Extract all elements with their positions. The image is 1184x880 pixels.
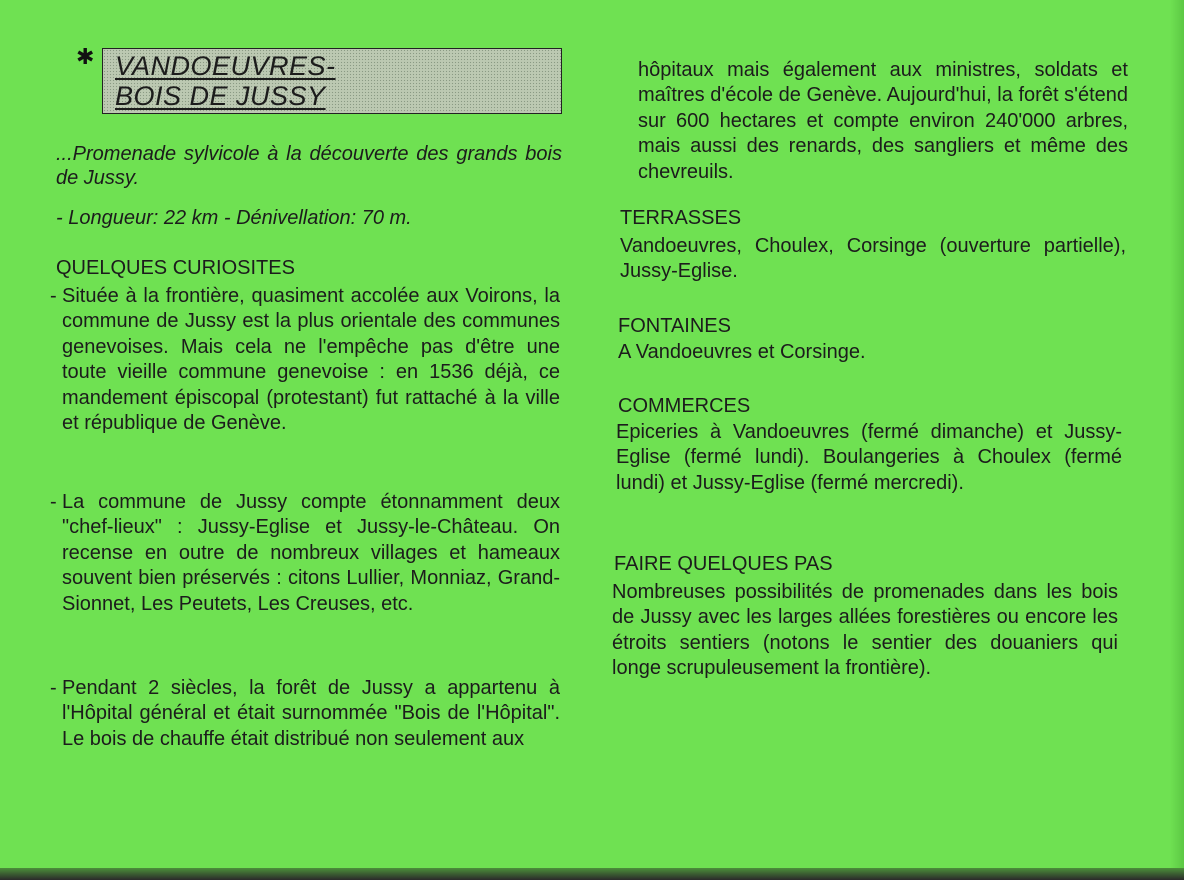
intro-text: ...Promenade sylvicole à la découverte des grands bois de Jussy. (56, 143, 562, 189)
title-line-2: BOIS DE JUSSY (115, 81, 326, 111)
list-dash: - (50, 491, 57, 513)
commerces-text: Epiceries à Vandoeuvres (fermé dimanche) et Jussy-Eglise (fermé lundi). Boulangeries à Choulex (fermé lundi) et Jussy-Eglise (fermé mercredi). (616, 421, 1122, 494)
black-star-bullet-icon: ✱ (76, 44, 95, 69)
route-stats: - Longueur: 22 km - Dénivellation: 70 m. (56, 207, 412, 229)
list-item-text: La commune de Jussy compte étonnamment deux "chef-lieux" : Jussy-Eglise et Jussy-le-Château. On recense en outre de nombreux villages et hameaux souvent bien préservés : citons Lullier, Monniaz, Grand-Sionnet, Les Peutets, Les Creuses, etc. (62, 491, 560, 615)
list-item-text: Située à la frontière, quasiment accolée aux Voirons, la commune de Jussy est la plus orientale des communes genevoises. Mais cela ne l'empêche pas d'être une toute vieille commune genevoise : en 1536 déjà, ce mandement épiscopal (protestant) fut rattaché à la ville et république de Genève. (62, 285, 560, 435)
faire-quelques-pas-heading: FAIRE QUELQUES PAS (614, 553, 833, 575)
fontaines-text: A Vandoeuvres et Corsinge. (618, 341, 866, 363)
list-item (50, 490, 560, 650)
fontaines-heading: FONTAINES (618, 315, 731, 337)
terrasses-text: Vandoeuvres, Choulex, Corsinge (ouverture partielle), Jussy-Eglise. (620, 235, 1126, 283)
page-edge-bottom (0, 868, 1184, 880)
continuation-text: hôpitaux mais également aux ministres, soldats et maîtres d'école de Genève. Aujourd'hui, la forêt s'étend sur 600 hectares et compte environ 240'000 arbres, mais aussi des renards, des sangliers et même des chevreuils. (638, 59, 1128, 183)
page-edge-right (1170, 0, 1184, 880)
curiosites-heading: QUELQUES CURIOSITES (56, 257, 295, 279)
list-item-text: Pendant 2 siècles, la forêt de Jussy a appartenu à l'Hôpital général et était surnommée "Bois de l'Hôpital". Le bois de chauffe était distribué non seulement aux (62, 677, 560, 750)
title-line-1: VANDOEUVRES- (115, 51, 336, 81)
faire-quelques-pas-text: Nombreuses possibilités de promenades dans les bois de Jussy avec les larges allées forestières ou encore les étroits sentiers (notons le sentier des douaniers qui longe scrupuleusement la frontière). (612, 581, 1118, 680)
list-item (50, 676, 560, 786)
list-item (50, 284, 560, 464)
commerces-heading: COMMERCES (618, 395, 751, 417)
list-dash: - (50, 285, 57, 307)
title-box (102, 48, 562, 114)
list-dash: - (50, 677, 57, 699)
terrasses-heading: TERRASSES (620, 207, 742, 229)
